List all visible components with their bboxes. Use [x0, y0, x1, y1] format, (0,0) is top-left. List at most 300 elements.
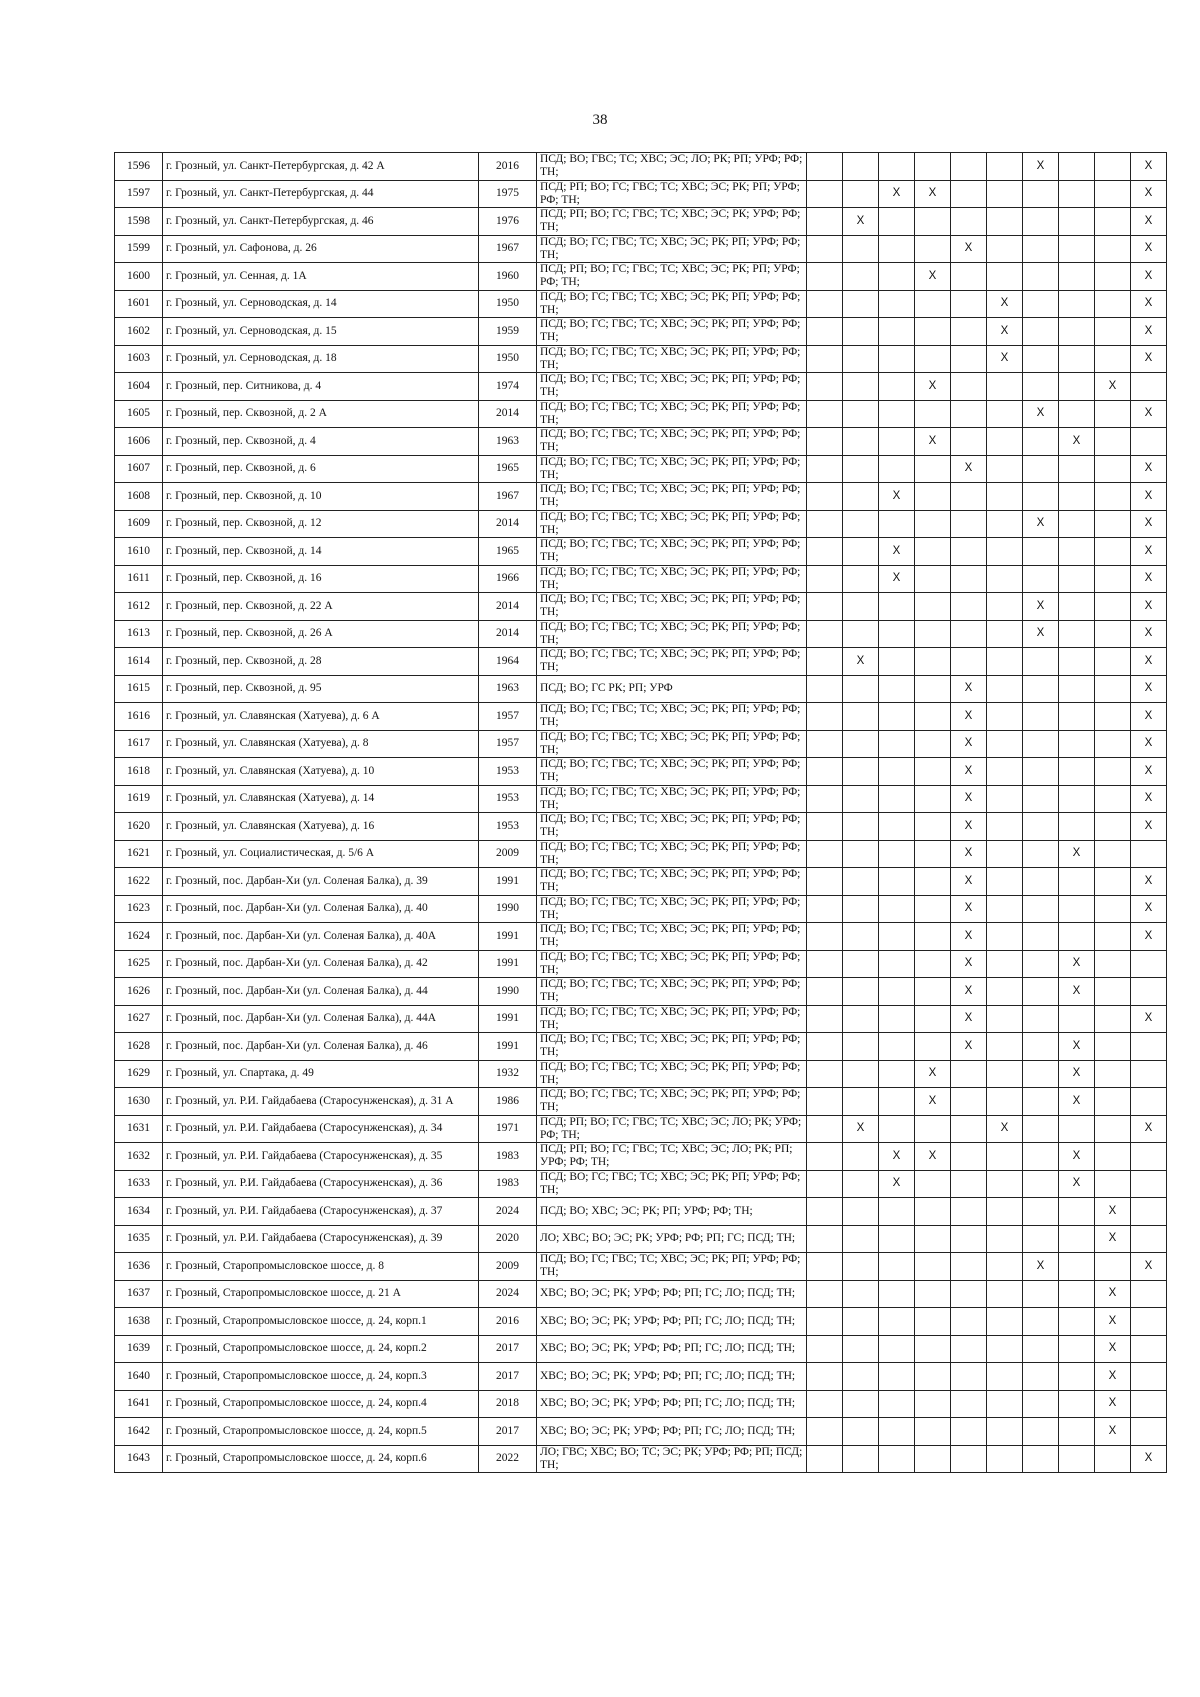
mark-cell	[987, 593, 1023, 621]
mark-cell	[807, 648, 843, 676]
mark-cell: X	[1059, 1033, 1095, 1061]
mark-cell	[915, 785, 951, 813]
mark-cell	[807, 180, 843, 208]
mark-cell	[807, 1445, 843, 1473]
mark-cell	[915, 1115, 951, 1143]
row-number: 1631	[115, 1115, 163, 1143]
mark-cell	[1059, 1390, 1095, 1418]
year-cell: 2017	[479, 1418, 537, 1446]
mark-cell	[843, 1225, 879, 1253]
mark-cell	[1095, 978, 1131, 1006]
mark-cell: X	[987, 345, 1023, 373]
mark-cell	[1059, 758, 1095, 786]
address-cell: г. Грозный, ул. Серноводская, д. 14	[163, 290, 479, 318]
mark-cell	[1059, 153, 1095, 181]
mark-cell: X	[1095, 1198, 1131, 1226]
address-cell: г. Грозный, пер. Сквозной, д. 4	[163, 428, 479, 456]
mark-cell	[1059, 1308, 1095, 1336]
mark-cell: X	[1131, 1115, 1167, 1143]
mark-cell	[915, 1445, 951, 1473]
services-cell: ПСД; ВО; ГС; ГВС; ТС; ХВС; ЭС; РК; РП; УРФ; РФ; ТН;	[537, 538, 807, 566]
year-cell: 1950	[479, 290, 537, 318]
mark-cell: X	[879, 1143, 915, 1171]
mark-cell: X	[951, 455, 987, 483]
mark-cell: X	[843, 1115, 879, 1143]
mark-cell	[879, 1280, 915, 1308]
mark-cell	[1095, 565, 1131, 593]
table-row	[115, 785, 1167, 813]
services-cell: ПСД; РП; ВО; ГС; ГВС; ТС; ХВС; ЭС; РК; УРФ; РФ; ТН;	[537, 208, 807, 236]
mark-cell: X	[879, 1170, 915, 1198]
row-number: 1641	[115, 1390, 163, 1418]
mark-cell	[1059, 923, 1095, 951]
mark-cell	[843, 455, 879, 483]
mark-cell: X	[1095, 1390, 1131, 1418]
mark-cell	[987, 1253, 1023, 1281]
services-cell: ХВС; ВО; ЭС; РК; УРФ; РФ; РП; ГС; ЛО; ПСД; ТН;	[537, 1280, 807, 1308]
row-number: 1610	[115, 538, 163, 566]
mark-cell	[843, 290, 879, 318]
mark-cell	[987, 400, 1023, 428]
mark-cell	[987, 1363, 1023, 1391]
mark-cell	[1095, 428, 1131, 456]
year-cell: 1976	[479, 208, 537, 236]
mark-cell	[987, 895, 1023, 923]
table-row	[115, 1088, 1167, 1116]
mark-cell	[843, 318, 879, 346]
mark-cell: X	[951, 235, 987, 263]
year-cell: 2017	[479, 1335, 537, 1363]
mark-cell	[879, 593, 915, 621]
table-row	[115, 1005, 1167, 1033]
mark-cell	[915, 235, 951, 263]
mark-cell	[987, 813, 1023, 841]
services-cell: ПСД; РП; ВО; ГС; ГВС; ТС; ХВС; ЭС; ЛО; РК; УРФ; РФ; ТН;	[537, 1115, 807, 1143]
mark-cell	[1059, 1115, 1095, 1143]
mark-cell	[915, 730, 951, 758]
mark-cell	[879, 868, 915, 896]
mark-cell	[1059, 1335, 1095, 1363]
mark-cell	[1095, 538, 1131, 566]
mark-cell	[879, 1390, 915, 1418]
mark-cell	[879, 208, 915, 236]
row-number: 1636	[115, 1253, 163, 1281]
mark-cell	[915, 1363, 951, 1391]
mark-cell	[987, 1170, 1023, 1198]
table-row	[115, 345, 1167, 373]
mark-cell	[1023, 1033, 1059, 1061]
mark-cell	[1131, 428, 1167, 456]
mark-cell: X	[1131, 675, 1167, 703]
mark-cell	[1095, 345, 1131, 373]
mark-cell	[987, 1280, 1023, 1308]
mark-cell	[843, 675, 879, 703]
year-cell: 2016	[479, 153, 537, 181]
services-cell: ПСД; ВО; ГС РК; РП; УРФ	[537, 675, 807, 703]
year-cell: 1957	[479, 730, 537, 758]
mark-cell: X	[951, 978, 987, 1006]
table-row	[115, 1143, 1167, 1171]
year-cell: 1963	[479, 428, 537, 456]
table-row	[115, 703, 1167, 731]
mark-cell	[1095, 785, 1131, 813]
mark-cell	[879, 1363, 915, 1391]
row-number: 1637	[115, 1280, 163, 1308]
mark-cell	[1095, 593, 1131, 621]
mark-cell: X	[1059, 1060, 1095, 1088]
mark-cell	[1095, 1115, 1131, 1143]
mark-cell	[879, 1335, 915, 1363]
mark-cell	[843, 235, 879, 263]
mark-cell: X	[987, 318, 1023, 346]
mark-cell	[987, 208, 1023, 236]
mark-cell	[843, 813, 879, 841]
table-row	[115, 510, 1167, 538]
row-number: 1623	[115, 895, 163, 923]
row-number: 1616	[115, 703, 163, 731]
row-number: 1609	[115, 510, 163, 538]
mark-cell	[843, 620, 879, 648]
mark-cell: X	[1131, 730, 1167, 758]
mark-cell	[1059, 703, 1095, 731]
services-cell: ПСД; ВО; ГС; ГВС; ТС; ХВС; ЭС; РК; РП; УРФ; РФ; ТН;	[537, 978, 807, 1006]
mark-cell	[807, 785, 843, 813]
mark-cell: X	[1131, 785, 1167, 813]
mark-cell	[987, 1198, 1023, 1226]
address-cell: г. Грозный, Старопромысловское шоссе, д. 24, корп.2	[163, 1335, 479, 1363]
mark-cell: X	[1059, 1088, 1095, 1116]
year-cell: 1953	[479, 813, 537, 841]
mark-cell	[987, 703, 1023, 731]
mark-cell	[951, 565, 987, 593]
mark-cell	[843, 978, 879, 1006]
mark-cell: X	[915, 263, 951, 291]
mark-cell	[843, 1390, 879, 1418]
mark-cell	[879, 813, 915, 841]
services-cell: ПСД; ВО; ГС; ГВС; ТС; ХВС; ЭС; РК; РП; УРФ; РФ; ТН;	[537, 813, 807, 841]
mark-cell	[987, 648, 1023, 676]
mark-cell	[879, 455, 915, 483]
mark-cell	[879, 263, 915, 291]
services-cell: ХВС; ВО; ЭС; РК; УРФ; РФ; РП; ГС; ЛО; ПСД; ТН;	[537, 1418, 807, 1446]
mark-cell	[1095, 730, 1131, 758]
mark-cell	[807, 263, 843, 291]
mark-cell	[951, 1280, 987, 1308]
year-cell: 1991	[479, 868, 537, 896]
mark-cell	[1095, 813, 1131, 841]
mark-cell: X	[915, 1060, 951, 1088]
mark-cell	[915, 1335, 951, 1363]
mark-cell	[987, 1445, 1023, 1473]
mark-cell	[1095, 950, 1131, 978]
mark-cell	[807, 510, 843, 538]
mark-cell	[951, 1060, 987, 1088]
mark-cell	[807, 1418, 843, 1446]
mark-cell	[1023, 1005, 1059, 1033]
mark-cell	[807, 950, 843, 978]
mark-cell: X	[1131, 648, 1167, 676]
mark-cell	[915, 1225, 951, 1253]
mark-cell: X	[1059, 840, 1095, 868]
mark-cell: X	[1059, 978, 1095, 1006]
mark-cell	[951, 208, 987, 236]
mark-cell	[807, 318, 843, 346]
mark-cell	[843, 868, 879, 896]
services-cell: ПСД; ВО; ГС; ГВС; ТС; ХВС; ЭС; РК; РП; УРФ; РФ; ТН;	[537, 318, 807, 346]
address-cell: г. Грозный, ул. Сенная, д. 1А	[163, 263, 479, 291]
mark-cell	[951, 1253, 987, 1281]
services-cell: ПСД; ВО; ГС; ГВС; ТС; ХВС; ЭС; РК; РП; УРФ; РФ; ТН;	[537, 483, 807, 511]
table-row	[115, 208, 1167, 236]
table-row	[115, 373, 1167, 401]
mark-cell: X	[1059, 428, 1095, 456]
mark-cell	[915, 1005, 951, 1033]
mark-cell	[987, 1335, 1023, 1363]
mark-cell	[951, 483, 987, 511]
table-row	[115, 675, 1167, 703]
mark-cell	[1059, 373, 1095, 401]
mark-cell: X	[1095, 1418, 1131, 1446]
mark-cell	[987, 1143, 1023, 1171]
row-number: 1602	[115, 318, 163, 346]
year-cell: 2009	[479, 840, 537, 868]
mark-cell: X	[951, 1033, 987, 1061]
mark-cell: X	[1131, 510, 1167, 538]
services-cell: ПСД; ВО; ГС; ГВС; ТС; ХВС; ЭС; РК; РП; УРФ; РФ; ТН;	[537, 1088, 807, 1116]
mark-cell	[951, 648, 987, 676]
mark-cell	[1023, 923, 1059, 951]
mark-cell	[1059, 675, 1095, 703]
mark-cell	[1059, 1198, 1095, 1226]
address-cell: г. Грозный, пер. Сквозной, д. 12	[163, 510, 479, 538]
mark-cell	[1095, 208, 1131, 236]
table-row	[115, 1060, 1167, 1088]
mark-cell	[807, 400, 843, 428]
row-number: 1598	[115, 208, 163, 236]
mark-cell	[1059, 318, 1095, 346]
mark-cell	[915, 1280, 951, 1308]
mark-cell	[915, 648, 951, 676]
mark-cell	[951, 620, 987, 648]
address-cell: г. Грозный, пос. Дарбан-Хи (ул. Соленая Балка), д. 44А	[163, 1005, 479, 1033]
mark-cell	[915, 290, 951, 318]
mark-cell	[987, 428, 1023, 456]
address-cell: г. Грозный, пос. Дарбан-Хи (ул. Соленая Балка), д. 40А	[163, 923, 479, 951]
row-number: 1620	[115, 813, 163, 841]
mark-cell	[951, 318, 987, 346]
mark-cell	[1131, 840, 1167, 868]
address-cell: г. Грозный, ул. Славянская (Хатуева), д. 16	[163, 813, 479, 841]
mark-cell	[807, 1198, 843, 1226]
mark-cell: X	[1095, 373, 1131, 401]
table-row	[115, 1198, 1167, 1226]
mark-cell	[843, 1363, 879, 1391]
mark-cell: X	[1131, 538, 1167, 566]
mark-cell	[879, 1253, 915, 1281]
mark-cell: X	[1023, 400, 1059, 428]
mark-cell	[843, 1445, 879, 1473]
services-cell: ЛО; ГВС; ХВС; ВО; ТС; ЭС; РК; УРФ; РФ; РП; ПСД; ТН;	[537, 1445, 807, 1473]
row-number: 1640	[115, 1363, 163, 1391]
services-cell: ПСД; ВО; ГС; ГВС; ТС; ХВС; ЭС; РК; РП; УРФ; РФ; ТН;	[537, 290, 807, 318]
mark-cell	[951, 1390, 987, 1418]
services-cell: ПСД; ВО; ГС; ГВС; ТС; ХВС; ЭС; РК; РП; УРФ; РФ; ТН;	[537, 455, 807, 483]
mark-cell	[1023, 730, 1059, 758]
row-number: 1615	[115, 675, 163, 703]
mark-cell	[987, 235, 1023, 263]
mark-cell	[1131, 950, 1167, 978]
mark-cell	[951, 1225, 987, 1253]
services-cell: ХВС; ВО; ЭС; РК; УРФ; РФ; РП; ГС; ЛО; ПСД; ТН;	[537, 1390, 807, 1418]
mark-cell	[1095, 180, 1131, 208]
address-cell: г. Грозный, ул. Славянская (Хатуева), д. 6 А	[163, 703, 479, 731]
mark-cell	[1023, 1225, 1059, 1253]
mark-cell: X	[951, 675, 987, 703]
mark-cell	[879, 1225, 915, 1253]
mark-cell	[1131, 373, 1167, 401]
mark-cell	[807, 1363, 843, 1391]
address-cell: г. Грозный, пер. Сквозной, д. 2 А	[163, 400, 479, 428]
mark-cell	[951, 593, 987, 621]
mark-cell	[879, 1033, 915, 1061]
row-number: 1635	[115, 1225, 163, 1253]
mark-cell	[1059, 235, 1095, 263]
row-number: 1622	[115, 868, 163, 896]
mark-cell	[1095, 318, 1131, 346]
year-cell: 1983	[479, 1170, 537, 1198]
mark-cell	[1023, 428, 1059, 456]
mark-cell	[915, 895, 951, 923]
mark-cell	[987, 1088, 1023, 1116]
mark-cell: X	[915, 428, 951, 456]
services-cell: ПСД; ВО; ГС; ГВС; ТС; ХВС; ЭС; РК; РП; УРФ; РФ; ТН;	[537, 235, 807, 263]
mark-cell	[1023, 1390, 1059, 1418]
mark-cell	[987, 730, 1023, 758]
mark-cell	[843, 510, 879, 538]
row-number: 1611	[115, 565, 163, 593]
mark-cell	[879, 840, 915, 868]
services-cell: ПСД; ВО; ГС; ГВС; ТС; ХВС; ЭС; РК; РП; УРФ; РФ; ТН;	[537, 1033, 807, 1061]
services-cell: ПСД; ВО; ГС; ГВС; ТС; ХВС; ЭС; РК; РП; УРФ; РФ; ТН;	[537, 400, 807, 428]
mark-cell	[1131, 1033, 1167, 1061]
table-row	[115, 1115, 1167, 1143]
mark-cell	[987, 483, 1023, 511]
mark-cell: X	[1059, 1143, 1095, 1171]
mark-cell	[843, 180, 879, 208]
mark-cell: X	[951, 923, 987, 951]
mark-cell	[807, 620, 843, 648]
services-cell: ПСД; РП; ВО; ГС; ГВС; ТС; ХВС; ЭС; РК; РП; УРФ; РФ; ТН;	[537, 180, 807, 208]
table-row	[115, 565, 1167, 593]
mark-cell	[915, 1170, 951, 1198]
mark-cell	[987, 1060, 1023, 1088]
mark-cell: X	[1131, 923, 1167, 951]
address-cell: г. Грозный, ул. Р.И. Гайдабаева (Старосунженская), д. 37	[163, 1198, 479, 1226]
services-cell: ПСД; РП; ВО; ГС; ГВС; ТС; ХВС; ЭС; РК; РП; УРФ; РФ; ТН;	[537, 263, 807, 291]
services-cell: ПСД; ВО; ГС; ГВС; ТС; ХВС; ЭС; РК; РП; УРФ; РФ; ТН;	[537, 593, 807, 621]
mark-cell	[1095, 620, 1131, 648]
mark-cell	[1023, 290, 1059, 318]
table-row	[115, 1280, 1167, 1308]
mark-cell: X	[843, 648, 879, 676]
year-cell: 1965	[479, 538, 537, 566]
year-cell: 1964	[479, 648, 537, 676]
mark-cell: X	[951, 813, 987, 841]
mark-cell	[915, 400, 951, 428]
year-cell: 1963	[479, 675, 537, 703]
mark-cell	[987, 1308, 1023, 1336]
mark-cell	[1023, 813, 1059, 841]
mark-cell	[1023, 208, 1059, 236]
mark-cell: X	[1023, 1253, 1059, 1281]
mark-cell	[1023, 180, 1059, 208]
mark-cell	[843, 593, 879, 621]
mark-cell	[987, 758, 1023, 786]
mark-cell	[807, 1225, 843, 1253]
mark-cell: X	[951, 868, 987, 896]
table-row	[115, 620, 1167, 648]
mark-cell: X	[951, 840, 987, 868]
mark-cell	[1131, 1418, 1167, 1446]
mark-cell	[807, 978, 843, 1006]
mark-cell	[807, 703, 843, 731]
year-cell: 2014	[479, 510, 537, 538]
mark-cell	[879, 675, 915, 703]
mark-cell	[1023, 318, 1059, 346]
mark-cell	[879, 318, 915, 346]
row-number: 1597	[115, 180, 163, 208]
mark-cell	[1059, 1418, 1095, 1446]
row-number: 1618	[115, 758, 163, 786]
mark-cell	[1023, 1418, 1059, 1446]
mark-cell	[915, 318, 951, 346]
row-number: 1604	[115, 373, 163, 401]
mark-cell	[987, 868, 1023, 896]
mark-cell	[1095, 1088, 1131, 1116]
address-cell: г. Грозный, ул. Санкт-Петербургская, д. 42 А	[163, 153, 479, 181]
mark-cell	[879, 950, 915, 978]
year-cell: 2014	[479, 593, 537, 621]
mark-cell: X	[987, 290, 1023, 318]
mark-cell	[915, 1308, 951, 1336]
mark-cell	[1059, 1253, 1095, 1281]
mark-cell	[1023, 978, 1059, 1006]
table-row	[115, 1335, 1167, 1363]
address-cell: г. Грозный, пер. Ситникова, д. 4	[163, 373, 479, 401]
address-cell: г. Грозный, пер. Сквозной, д. 14	[163, 538, 479, 566]
address-cell: г. Грозный, Старопромысловское шоссе, д. 24, корп.4	[163, 1390, 479, 1418]
mark-cell	[951, 1115, 987, 1143]
table-row	[115, 648, 1167, 676]
mark-cell	[1095, 675, 1131, 703]
year-cell: 1971	[479, 1115, 537, 1143]
year-cell: 2014	[479, 620, 537, 648]
mark-cell	[807, 483, 843, 511]
mark-cell: X	[951, 1005, 987, 1033]
address-cell: г. Грозный, пос. Дарбан-Хи (ул. Соленая Балка), д. 44	[163, 978, 479, 1006]
mark-cell	[1095, 840, 1131, 868]
mark-cell: X	[1059, 1170, 1095, 1198]
table-row	[115, 1308, 1167, 1336]
table-row	[115, 1390, 1167, 1418]
mark-cell	[1059, 785, 1095, 813]
mark-cell	[807, 235, 843, 263]
mark-cell	[843, 840, 879, 868]
mark-cell	[843, 263, 879, 291]
mark-cell	[843, 1335, 879, 1363]
services-cell: ПСД; ВО; ГС; ГВС; ТС; ХВС; ЭС; РК; РП; УРФ; РФ; ТН;	[537, 758, 807, 786]
mark-cell	[1095, 1143, 1131, 1171]
